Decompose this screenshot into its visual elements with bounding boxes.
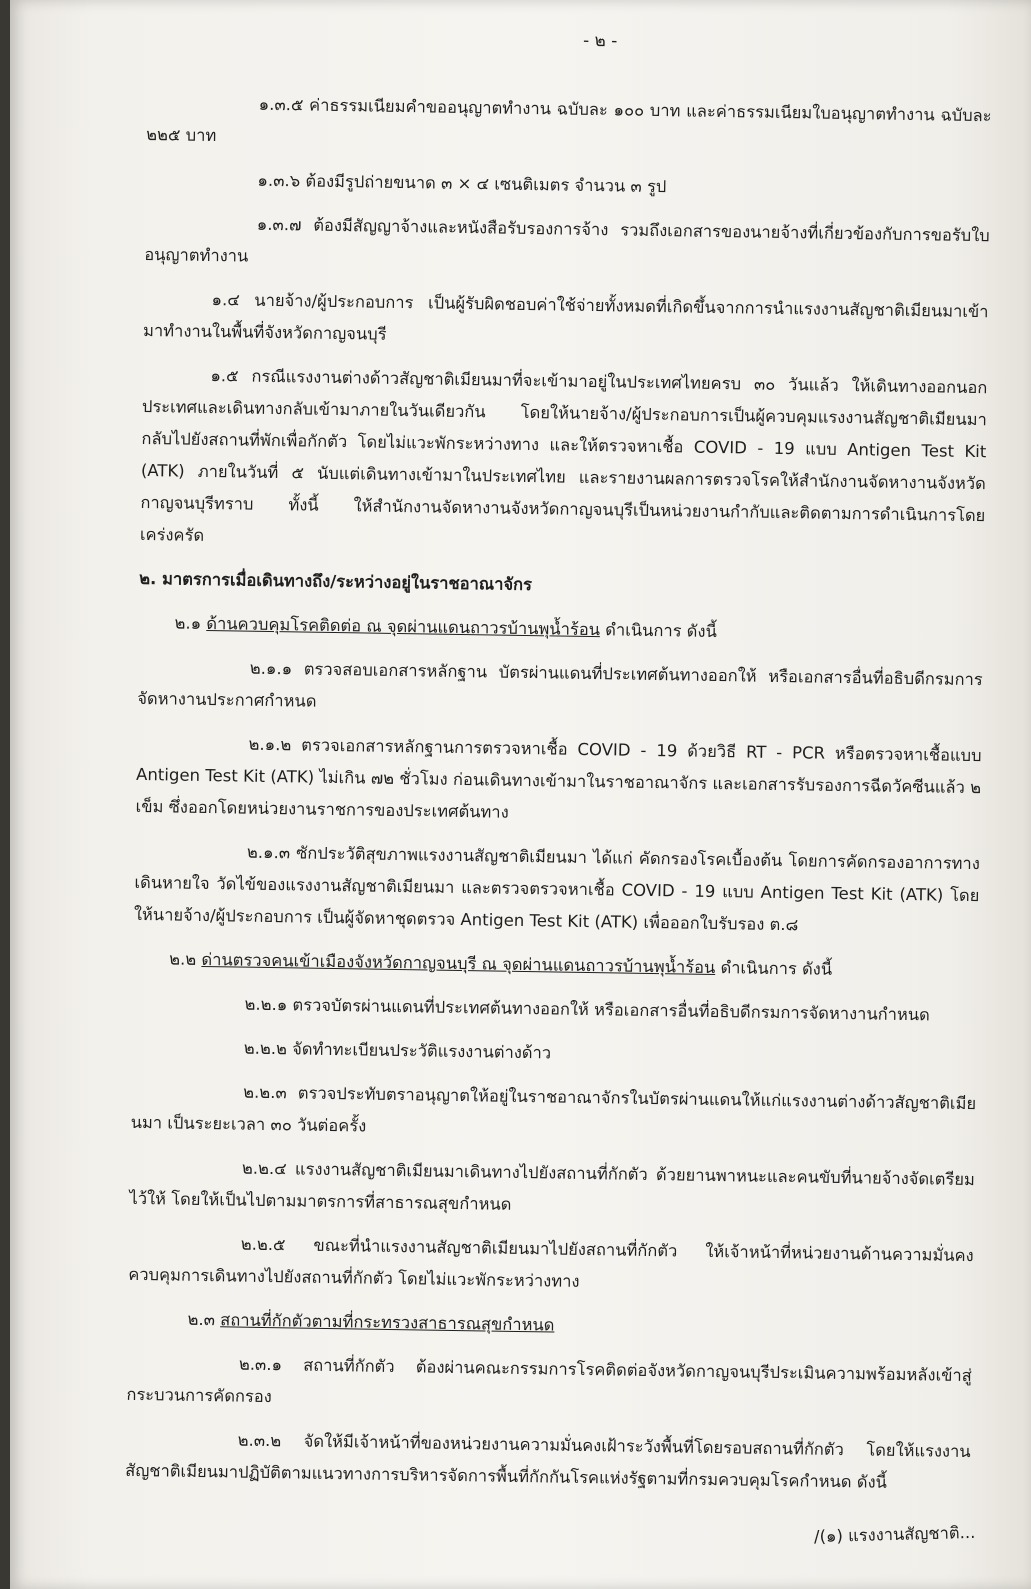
paragraph: ๒.๒.๔ แรงงานสัญชาติเมียนมาเดินทางไปยังสถานที่กักตัว ด้วยยานพาหนะและคนขับที่นายจ้างจัดเตรียมไว้ให้ โดยให้เป็นไปตามมาตรการที่สาธารณสุขกำหนด xyxy=(129,1158,976,1214)
subsection-suffix: ดำเนินการ ดังนี้ xyxy=(599,620,717,642)
subsection-number: ๒.๓ xyxy=(187,1309,221,1330)
paragraph: ๒.๒.๕ ขณะที่นำแรงงานสัญชาติเมียนมาไปยังสถานที่กักตัว ให้เจ้าหน้าที่หน่วยงานด้านความมั่นคงควบคุมการเดินทางไปยังสถานที่กักตัว โดยไม่แวะพักระหว่างทาง xyxy=(128,1234,974,1291)
document-page xyxy=(10,0,1031,1589)
paragraph: ๑.๓.๖ ต้องมีรูปถ่ายขนาด ๓ × ๔ เซนติเมตร จำนวน ๓ รูป xyxy=(257,170,667,197)
subsection-title: ด่านตรวจคนเข้าเมืองจังหวัดกาญจนบุรี ณ จุดผ่านแดนถาวรบ้านพุน้ำร้อน xyxy=(201,949,716,978)
subsection-title: สถานที่กักตัวตามที่กระทรวงสาธารณสุขกำหนด xyxy=(220,1310,555,1335)
paragraph: ๑.๔ นายจ้าง/ผู้ประกอบการ เป็นผู้รับผิดชอบค่าใช้จ่ายทั้งหมดที่เกิดขึ้นจากการนำแรงงานสัญชาติเมียนมาเข้ามาทำงานในพื้นที่จังหวัดกาญจนบุรี xyxy=(142,290,989,344)
subsection-number: ๒.๑ xyxy=(174,613,207,633)
continuation-footer: /(๑) แรงงานสัญชาติ... xyxy=(813,1522,976,1547)
paragraph: ๒.๒.๓ ตรวจประทับตราอนุญาตให้อยู่ในราชอาณาจักรในบัตรผ่านแดนให้แก่แรงงานต่างด้าวสัญชาติเมียนมา เป็นระยะเวลา ๓๐ วันต่อครั้ง xyxy=(130,1082,977,1136)
subsection-heading xyxy=(138,607,983,652)
paragraph: ๑.๓.๕ ค่าธรรมเนียมคำขออนุญาตทำงาน ฉบับละ ๑๐๐ บาท และค่าธรรมเนียมใบอนุญาตทำงาน ฉบับละ ๒๒๕ บาท xyxy=(146,94,992,146)
section-heading: ๒. มาตรการเมื่อเดินทางถึง/ระหว่างอยู่ในราชอาณาจักร xyxy=(139,568,533,595)
paragraph: ๒.๒.๑ ตรวจบัตรผ่านแดนที่ประเทศต้นทางออกให้ หรือเอกสารอื่นที่อธิบดีกรมการจัดหางานกำหนด xyxy=(244,994,930,1025)
subsection-heading xyxy=(127,1303,972,1348)
page-number: - ๒ - xyxy=(582,30,618,52)
paragraph: ๒.๓.๑ สถานที่กักตัว ต้องผ่านคณะกรรมการโรคติดต่อจังหวัดกาญจนบุรีประเมินความพร้อมหลังเข้าสู่กระบวนการคัดกรอง xyxy=(126,1354,972,1407)
subsection-suffix: ดำเนินการ ดังนี้ xyxy=(715,958,833,979)
subsection-title: ด้านควบคุมโรคติดต่อ ณ จุดผ่านแดนถาวรบ้านพุน้ำร้อน xyxy=(206,613,601,640)
paragraph: ๒.๒.๒ จัดทำทะเบียนประวัติแรงงานต่างด้าว xyxy=(243,1038,552,1063)
document-body xyxy=(125,20,993,1512)
paragraph: ๒.๑.๒ ตรวจเอกสารหลักฐานการตรวจหาเชื้อ COVID - 19 ด้วยวิธี RT - PCR หรือตรวจหาเชื้อแบบ Antigen Test Kit (ATK) ไม่เกิน ๗๒ ชั่วโมง ก่อนเดินทางเข้ามาในราชอาณาจักร และเอกสารรับรองการฉีดวัคซีนแล้ว ๒ เข็ม ซึ่งออกโดยหน่วยงานราชการของประเทศต้นทาง xyxy=(135,734,982,822)
paragraph: ๒.๑.๑ ตรวจสอบเอกสารหลักฐาน บัตรผ่านแดนที่ประเทศต้นทางออกให้ หรือเอกสารอื่นที่อธิบดีกรมการจัดหางานประกาศกำหนด xyxy=(137,658,983,711)
subsection-heading xyxy=(133,943,978,988)
paragraph: ๑.๓.๗ ต้องมีสัญญาจ้างและหนังสือรับรองการจ้าง รวมถึงเอกสารของนายจ้างที่เกี่ยวข้องกับการขอรับใบอนุญาตทำงาน xyxy=(144,214,990,266)
subsection-number: ๒.๒ xyxy=(169,949,202,969)
paragraph: ๒.๑.๓ ซักประวัติสุขภาพแรงงานสัญชาติเมียนมา ได้แก่ คัดกรองโรคเบื้องต้น โดยการคัดกรองอาการทางเดินหายใจ วัดไข้ของแรงงานสัญชาติเมียนมา และตรวจตรวจหาเชื้อ COVID - 19 แบบ Antigen Test Kit (ATK) โดยให้นายจ้าง/ผู้ประกอบการ เป็นผู้จัดหาชุดตรวจ Antigen Test Kit (ATK) เพื่อออกใบรับรอง ต.๘ xyxy=(133,842,981,935)
paragraph: ๒.๓.๒ จัดให้มีเจ้าหน้าที่ของหน่วยงานความมั่นคงเฝ้าระวังพื้นที่โดยรอบสถานที่กักตัว โดยให้แรงงานสัญชาติเมียนมาปฏิบัติตามแนวทางการบริหารจัดการพื้นที่กักกันโรคแห่งรัฐตามที่กรมควบคุมโรคกำหนด ดังนี้ xyxy=(125,1430,971,1492)
paragraph: ๑.๕ กรณีแรงงานต่างด้าวสัญชาติเมียนมาที่จะเข้ามาอยู่ในประเทศไทยครบ ๓๐ วันแล้ว ให้เดินทางออกนอกประเทศและเดินทางกลับเข้ามาภายในวันเดียวกัน โดยให้นายจ้าง/ผู้ประกอบการเป็นผู้ควบคุมแรงงานสัญชาติเมียนมากลับไปยังสถานที่พักเพื่อกักตัว โดยไม่แวะพักระหว่างทาง และให้ตรวจหาเชื้อ COVID - 19 แบบ Antigen Test Kit (ATK) ภายในวันที่ ๕ นับแต่เดินทางเข้ามาในประเทศไทย และรายงานผลการตรวจโรคให้สำนักงานจัดหางานจังหวัดกาญจนบุรีทราบ ทั้งนี้ ให้สำนักงานจัดหางานจังหวัดกาญจนบุรีเป็นหน่วยงานกำกับและติดตามการดำเนินการโดยเคร่งครัด xyxy=(139,366,988,545)
